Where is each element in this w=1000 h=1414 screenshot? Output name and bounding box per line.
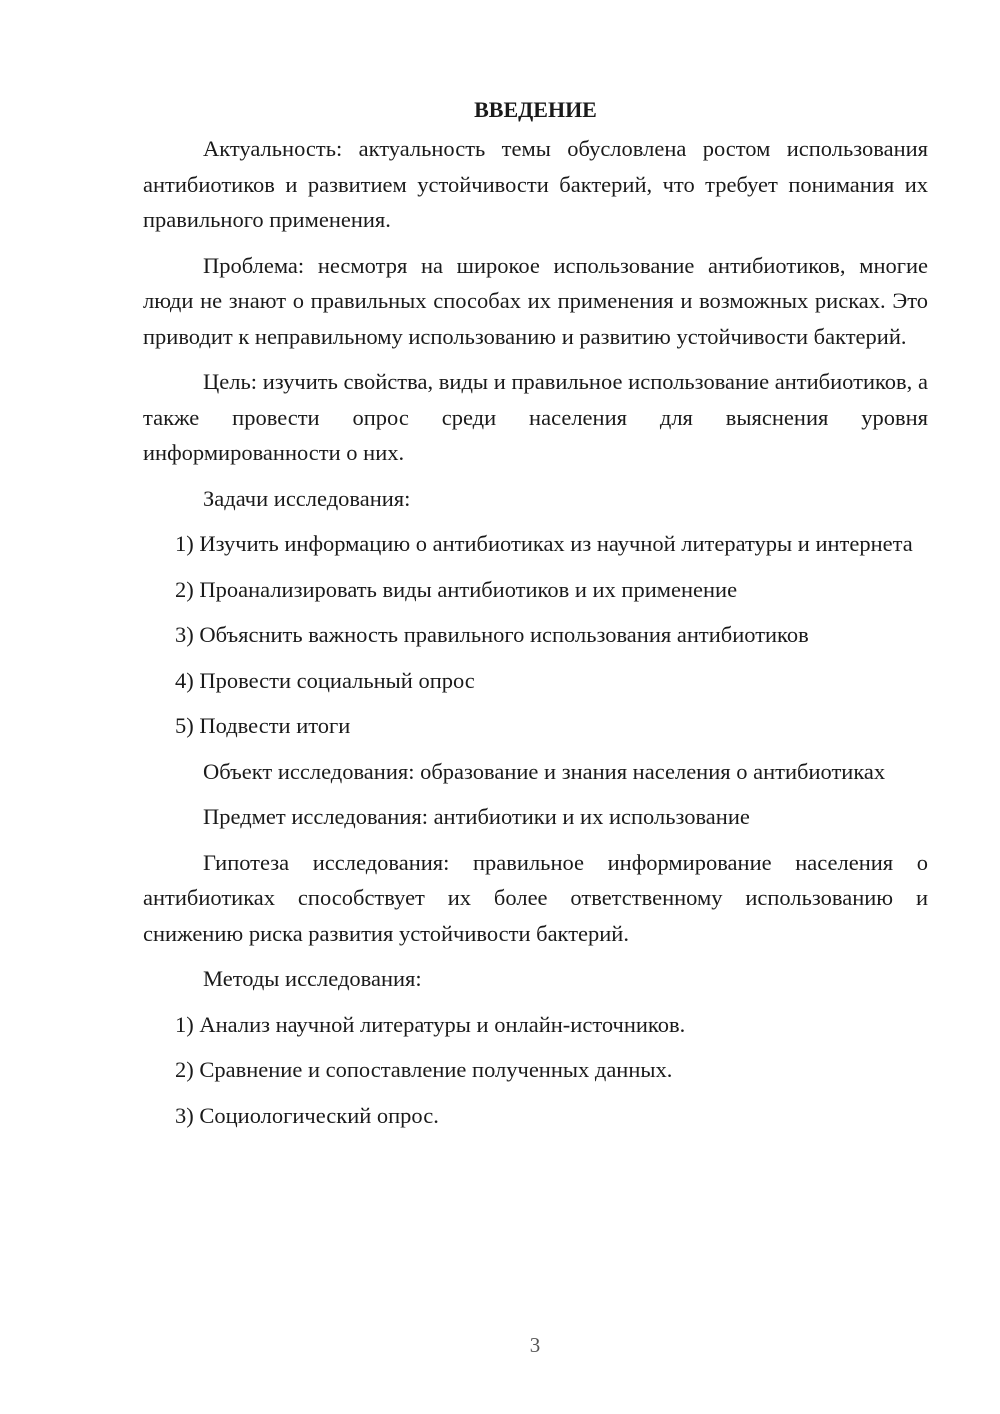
goal-paragraph: Цель: изучить свойства, виды и правильное использование антибиотиков, а также провести опрос среди населения для выяснения уровня информированности о них. [143, 369, 928, 465]
task-item: 3) Объяснить важность правильного использования антибиотиков [175, 622, 809, 647]
subject-paragraph: Предмет исследования: антибиотики и их использование [203, 804, 750, 829]
page-number: 3 [529, 1333, 541, 1357]
method-item: 3) Социологический опрос. [175, 1102, 439, 1128]
tasks-title: Задачи исследования: [203, 485, 411, 511]
relevance-paragraph: Актуальность: актуальность темы обусловлена ростом использования антибиотиков и развитием устойчивости бактерий, что требует понимания их правильного применения. [143, 136, 928, 232]
hypothesis-paragraph: Гипотеза исследования: правильное информирование населения о антибиотиках способствует их более ответственному использованию и снижению риска развития устойчивости бактерий. [143, 849, 928, 946]
section-heading: ВВЕДЕНИЕ [474, 97, 597, 122]
task-item: 4) Провести социальный опрос [175, 667, 475, 693]
method-item: 1) Анализ научной литературы и онлайн-источников. [175, 1011, 686, 1037]
document-page [143, 95, 928, 1143]
object-paragraph: Объект исследования: образование и знания населения о антибиотиках [203, 758, 886, 784]
methods-title: Методы исследования: [203, 966, 422, 991]
problem-paragraph: Проблема: несмотря на широкое использование антибиотиков, многие люди не знают о правильных способах их применения и возможных рисках. Это приводит к неправильному использованию и развитию устойчивости бактерий. [143, 252, 928, 349]
task-item: 2) Проанализировать виды антибиотиков и их применение [175, 576, 738, 602]
task-item: 1) Изучить информацию о антибиотиках из научной литературы и интернета [175, 531, 913, 556]
method-item: 2) Сравнение и сопоставление полученных данных. [175, 1057, 673, 1082]
task-item: 5) Подвести итоги [175, 713, 351, 738]
